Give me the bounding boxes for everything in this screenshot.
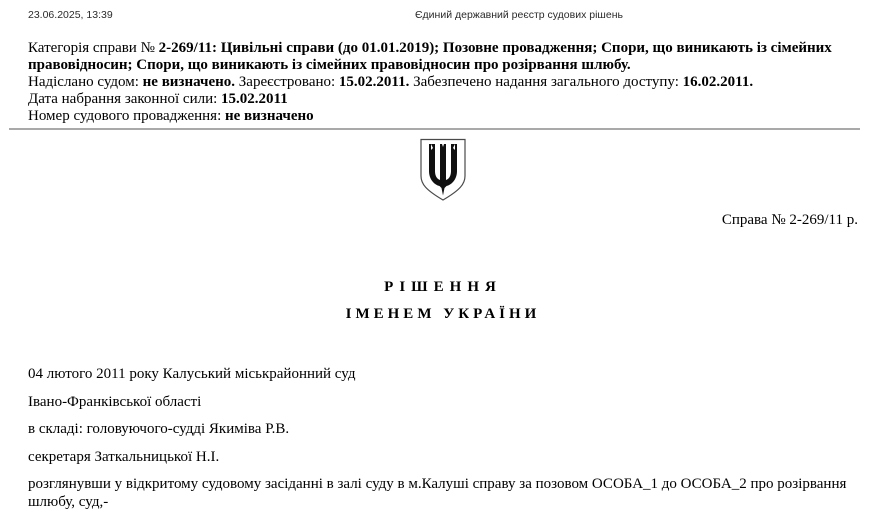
- decision-title: РІШЕННЯ: [384, 279, 502, 295]
- case-metadata-block: [28, 40, 858, 125]
- paragraph-court-and-date: 04 лютого 2011 року Калуський міськрайонний суд: [28, 366, 356, 382]
- print-timestamp: 23.06.2025, 13:39: [28, 9, 113, 21]
- paragraph-secretary: секретаря Заткальницької Н.І.: [28, 448, 220, 465]
- category-value: 2-269/11: Цивільні справи (до 01.01.2019); Позовне провадження; Спори, що виникають із сімейних правовідносин; Спори, що виникають із сімейних правовідносин про розірвання шлюбу.: [28, 40, 832, 73]
- registered-value: 15.02.2011.: [338, 74, 410, 90]
- public-access-label: Забезпечено надання загального доступу:: [409, 74, 683, 90]
- registration-line: [28, 74, 858, 91]
- registered-label: Зареєстровано:: [235, 74, 339, 90]
- print-header: [0, 9, 877, 23]
- legal-force-line: [28, 91, 858, 108]
- proceeding-number-label: Номер судового провадження:: [28, 108, 225, 124]
- category-label: Категорія справи №: [28, 40, 159, 56]
- sent-by-court-value: не визначено.: [142, 74, 236, 90]
- legal-force-label: Дата набрання законної сили:: [28, 91, 222, 107]
- emblem-container: [28, 138, 858, 202]
- proceeding-number-value: не визначено: [225, 108, 314, 124]
- case-category-line: [28, 40, 858, 74]
- ukraine-coat-of-arms-icon: [418, 138, 468, 202]
- header-separator: [9, 128, 860, 130]
- legal-force-value: 15.02.2011: [221, 91, 288, 107]
- paragraph-case-intro: розглянувши у відкритому судовому засіданні в залі суду в м.Калуші справу за позовом ОСОБА_1 до ОСОБА_2 про розірвання шлюбу, суд,-: [28, 476, 847, 510]
- case-number: Справа № 2-269/11 р.: [721, 212, 858, 228]
- proceeding-number-line: [28, 108, 858, 125]
- decision-body: [28, 365, 858, 511]
- sent-by-court-label: Надіслано судом:: [28, 74, 143, 90]
- decision-subtitle: ІМЕНЕМ УКРАЇНИ: [345, 306, 541, 322]
- paragraph-region: Івано-Франківської області: [28, 393, 202, 410]
- registry-site-title: Єдиний державний реєстр судових рішень: [415, 9, 623, 21]
- decision-content: [28, 40, 858, 521]
- paragraph-presiding-judge: в складі: головуючого-судді Якиміва Р.В.: [28, 421, 290, 437]
- public-access-value: 16.02.2011.: [682, 74, 754, 90]
